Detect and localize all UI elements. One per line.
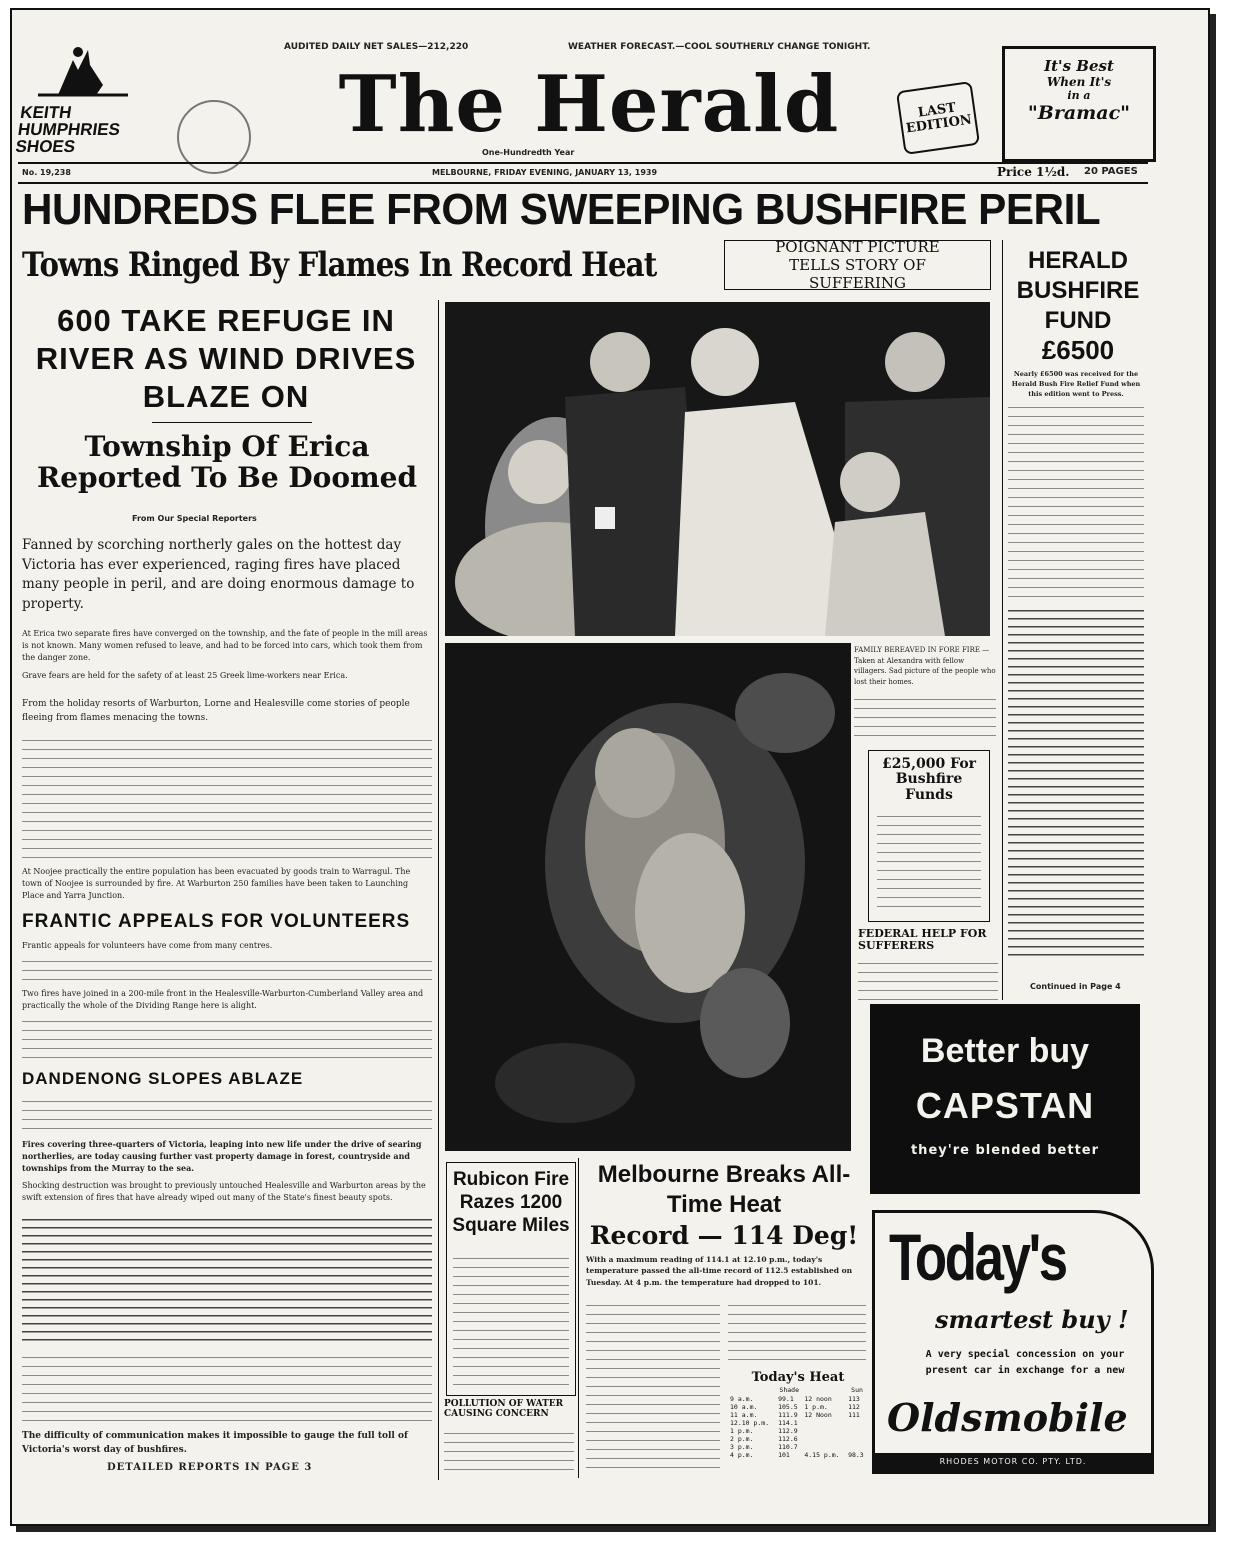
fund-article-text — [1008, 402, 1144, 602]
left-shoe-ad — [14, 40, 148, 170]
heat-table-cell: 101 — [778, 1451, 790, 1459]
heat-table-cell: 98.3 — [848, 1451, 864, 1459]
sub-headline: Towns Ringed By Flames In Record Heat — [22, 245, 657, 285]
continued-note: Continued in Page 4 — [1030, 982, 1121, 991]
paragraph-communication: The difficulty of communication makes it impossible to gauge the full toll of Victoria's worst day of bushfires. — [22, 1431, 408, 1455]
dateline: MELBOURNE, FRIDAY EVENING, JANUARY 13, 1939 — [432, 168, 658, 177]
family-photo — [445, 302, 990, 636]
heat-table-row — [728, 1427, 868, 1435]
bushfire-photo-image — [445, 643, 851, 1151]
oldsmobile-footer: RHODES MOTOR CO. PTY. LTD. — [875, 1453, 1151, 1471]
heat-table-cell — [802, 1419, 846, 1427]
bushfire-funds-box — [868, 750, 990, 922]
heat-table-cell: 111.9 — [778, 1411, 798, 1419]
heat-table-cell: 113 — [848, 1395, 860, 1403]
article-text-columns — [22, 1352, 432, 1424]
capstan-line3: they're blended better — [910, 1143, 1100, 1158]
edition-badge — [896, 81, 980, 155]
heat-table-cell: 4.15 p.m. — [804, 1451, 840, 1459]
heat-table-cell — [846, 1427, 868, 1435]
bramac-ad — [1002, 46, 1156, 162]
capstan-line1: Better buy — [920, 1032, 1090, 1070]
price: Price 1½d. — [997, 165, 1070, 179]
heat-table-row — [728, 1443, 868, 1451]
heat-table-cell: 110.7 — [778, 1443, 798, 1451]
heat-table-cell: 11 a.m. — [730, 1411, 758, 1419]
fund-amount: £6500 — [1041, 335, 1115, 365]
paragraph-erica: At Erica two separate fires have converged on the township, and the fate of people in the mill areas is not known. Many women refused to leave, and had to be forced into cars, which took them from the danger zone. — [22, 629, 428, 662]
paragraph-destruction: Shocking destruction was brought to previously untouched Healesville and Warburton areas by the swift extension of fires that have already wiped out many of the State's finest beauty spots. — [22, 1181, 426, 1202]
heat-table-cell: 114.1 — [778, 1419, 798, 1427]
heat-article-right — [728, 1300, 866, 1364]
heat-table-cell — [846, 1435, 868, 1443]
edition-badge-text: LAST EDITION — [905, 100, 973, 137]
heat-article-left — [586, 1300, 720, 1476]
paragraph-appeals: Frantic appeals for volunteers have come from many centres. — [22, 941, 273, 950]
paragraph-front: Two fires have joined in a 200-mile front in the Healesville-Warburton-Cumberland Valley area and practically the whole of the Dividing Range here is alight. — [22, 989, 424, 1010]
heat-table-cell — [846, 1443, 868, 1451]
heat-table-cell: 111 — [848, 1411, 860, 1419]
weather-forecast: WEATHER FORECAST.—COOL SOUTHERLY CHANGE TONIGHT. — [568, 42, 871, 52]
oldsmobile-ad — [872, 1210, 1154, 1474]
heat-headline-2: Record — 114 Deg! — [589, 1221, 859, 1250]
heat-lead: With a maximum reading of 114.1 at 12.10 p.m., today's temperature passed the all-time record of 112.5 established on Tuesday. At 4 p.m. the temperature had dropped to 101. — [586, 1255, 853, 1287]
heat-table-cell: 12 Noon — [804, 1411, 832, 1419]
heat-table-row — [728, 1395, 868, 1403]
main-headline: HUNDREDS FLEE FROM SWEEPING BUSHFIRE PERIL — [22, 185, 1101, 234]
heat-table — [728, 1370, 868, 1459]
heat-table-cell: 112 — [848, 1403, 860, 1411]
page-count: 20 PAGES — [1084, 166, 1138, 177]
oldsmobile-brand: Oldsmobile — [887, 1395, 1128, 1440]
heat-table-cell — [802, 1427, 846, 1435]
heat-table-cell: 12.10 p.m. — [730, 1419, 770, 1427]
heat-table-cell — [802, 1443, 846, 1451]
heat-table-row — [728, 1435, 868, 1443]
heat-table-cell: 2 p.m. — [730, 1435, 754, 1443]
left-ad-text: KEITH HUMPHRIES SHOES — [14, 103, 122, 156]
heat-table-header — [802, 1385, 846, 1395]
heat-table-cell: 112.6 — [778, 1435, 798, 1443]
bramac-line3: in a — [1067, 89, 1091, 102]
bramac-line4: "Bramac" — [1027, 102, 1131, 124]
picture-caption-text: POIGNANT PICTURE TELLS STORY OF SUFFERING — [775, 238, 940, 292]
heat-table-cell: 10 a.m. — [730, 1403, 758, 1411]
heat-table-title: Today's Heat — [751, 1370, 845, 1385]
rubicon-box — [446, 1162, 576, 1396]
picture-caption-box — [724, 240, 991, 290]
byline: From Our Special Reporters — [132, 514, 257, 523]
article-text-block — [22, 735, 432, 863]
article-text-block-3 — [22, 1016, 432, 1064]
masthead-title: The Herald — [338, 59, 840, 150]
masthead-tagline: One-Hundredth Year — [482, 148, 575, 157]
photo-caption: FAMILY BEREAVED IN FORE FIRE — Taken at Alexandra with fellow villagers. Sad picture of the people who lost their homes. — [854, 646, 996, 686]
bushfire-funds-title: £25,000 For Bushfire Funds — [881, 756, 977, 803]
heat-table-row — [728, 1403, 868, 1411]
headline-dandenong: DANDENONG SLOPES ABLAZE — [22, 1069, 304, 1088]
paragraph-greek: Grave fears are held for the safety of at least 25 Greek lime-workers near Erica. — [22, 671, 348, 680]
oldsmobile-sub: smartest buy ! — [935, 1305, 1129, 1334]
rubicon-headline: Rubicon Fire Razes 1200 Square Miles — [452, 1169, 570, 1236]
dancer-logo-icon — [18, 40, 148, 100]
heat-table-cell — [802, 1435, 846, 1443]
article-text-block-4 — [22, 1096, 432, 1132]
heat-table-cell: 112.9 — [778, 1427, 798, 1435]
oldsmobile-headline: Today's — [889, 1220, 1066, 1294]
bramac-line2: When It's — [1046, 75, 1112, 89]
heat-table-cell: 99.1 — [778, 1395, 794, 1403]
pollution-text — [444, 1428, 574, 1476]
heat-table-row — [728, 1419, 868, 1427]
paragraph-resorts: From the holiday resorts of Warburton, Lorne and Healesville come stories of people fleeing from flames menacing the towns. — [22, 699, 410, 723]
family-photo-image — [445, 302, 990, 636]
heat-table-header — [728, 1385, 776, 1395]
newspaper-page — [10, 8, 1210, 1526]
capstan-ad — [870, 1004, 1140, 1194]
heat-table-cell: 12 noon — [804, 1395, 832, 1403]
heat-table-cell: 3 p.m. — [730, 1443, 754, 1451]
federal-help-heading: FEDERAL HELP FOR SUFFERERS — [858, 927, 987, 953]
heat-table-row — [728, 1451, 868, 1459]
herald-bushfire-fund-title: HERALD BUSHFIRE FUND — [1016, 247, 1140, 334]
audited-sales: AUDITED DAILY NET SALES—212,220 — [284, 42, 469, 52]
headline-refuge: 600 TAKE REFUGE IN RIVER AS WIND DRIVES BLAZE ON — [35, 303, 417, 414]
lead-paragraph: Fanned by scorching northerly gales on the hottest day Victoria has ever experienced, raging fires have placed many people in peril, and are doing enormous damage to property. — [22, 537, 415, 612]
heat-table-header: Shade — [779, 1386, 799, 1394]
bushfire-photo — [445, 643, 851, 1151]
capstan-line2: CAPSTAN — [915, 1085, 1095, 1126]
pollution-heading: POLLUTION OF WATER CAUSING CONCERN — [444, 1399, 564, 1419]
heat-table-header: Sun — [851, 1386, 863, 1394]
photo-caption-lines — [854, 694, 996, 742]
paragraph-noojee: At Noojee practically the entire population has been evacuated by goods train to Warragul. The town of Noojee is surrounded by fire. At Warburton 250 families have been taken to Launching Place and Yarra Junction. — [22, 867, 411, 900]
detailed-reports: DETAILED REPORTS IN PAGE 3 — [107, 1462, 313, 1473]
headline-erica: Township Of Erica Reported To Be Doomed — [36, 430, 418, 494]
paragraph-fires: Fires covering three-quarters of Victoria, leaping into new life under the drive of searing northerlies, are today causing further vast property damage in forest, countryside and townships from the Murray to the sea. — [22, 1139, 422, 1173]
issue-number: No. 19,238 — [22, 168, 71, 177]
headline-volunteers: FRANTIC APPEALS FOR VOLUNTEERS — [22, 911, 411, 932]
article-text-block-2 — [22, 956, 432, 982]
oldsmobile-body: A very special concession on your present car in exchange for a new — [925, 1349, 1125, 1376]
article-text-block-5 — [22, 1215, 432, 1345]
fund-lead: Nearly £6500 was received for the Herald Bush Fire Relief Fund when this edition went to Press. — [1011, 370, 1141, 398]
heat-headline-1: Melbourne Breaks All-Time Heat — [597, 1161, 851, 1218]
heat-table-cell: 9 a.m. — [730, 1395, 754, 1403]
heat-table-cell: 1 p.m. — [804, 1403, 828, 1411]
bramac-line1: It's Best — [1044, 57, 1114, 75]
federal-help-text — [858, 958, 998, 1000]
heat-table-cell: 4 p.m. — [730, 1451, 754, 1459]
heat-table-cell: 105.5 — [778, 1403, 798, 1411]
heat-table-row — [728, 1411, 868, 1419]
donor-list — [1008, 606, 1144, 956]
heat-table-cell: 1 p.m. — [730, 1427, 754, 1435]
heat-table-cell — [846, 1419, 868, 1427]
